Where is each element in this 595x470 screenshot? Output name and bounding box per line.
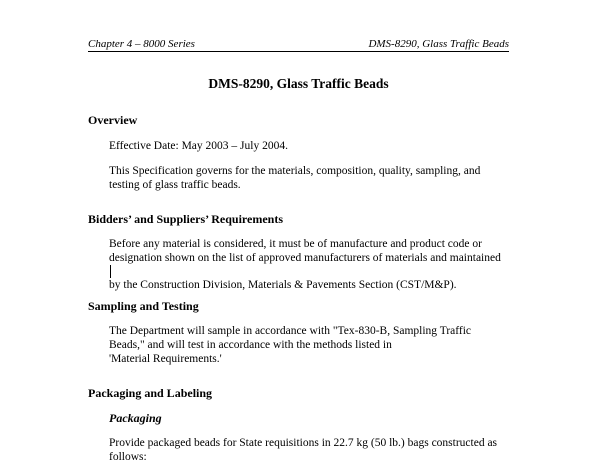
sampling-paragraph — [109, 324, 471, 366]
running-header — [88, 37, 509, 51]
document-title: DMS-8290, Glass Traffic Beads — [208, 76, 389, 91]
heading-bidders: Bidders’ and Suppliers’ Requirements — [88, 212, 284, 226]
paragraph-line: by the Construction Division, Materials & Pavements Section (CST/M&P). — [109, 279, 457, 291]
paragraph-line — [109, 251, 501, 278]
effective-date: Effective Date: May 2003 – July 2004. — [109, 140, 288, 152]
header-divider — [88, 51, 509, 52]
paragraph-line: Before any material is considered, it must be of manufacture and product code or — [109, 238, 482, 250]
subheading-packaging: Packaging — [109, 411, 162, 425]
paragraph-line: This Specification governs for the materials, composition, quality, sampling, and — [109, 165, 481, 177]
paragraph-line: The Department will sample in accordance with "Tex-830-B, Sampling Traffic — [109, 325, 472, 337]
paragraph-line-text: designation shown on the list of approved manufacturers of materials and maintained — [109, 252, 501, 264]
overview-paragraph — [109, 164, 480, 192]
paragraph-line: 'Material Requirements.' — [109, 353, 222, 365]
paragraph-line: follows: — [109, 451, 147, 463]
header-chapter: Chapter 4 – 8000 Series — [88, 38, 195, 50]
paragraph-line: Provide packaged beads for State requisitions in 22.7 kg (50 lb.) bags constructed as — [109, 437, 498, 449]
paragraph-line: testing of glass traffic beads. — [109, 179, 241, 191]
header-spec-title: DMS-8290, Glass Traffic Beads — [368, 38, 509, 50]
packaging-paragraph — [109, 436, 497, 464]
paragraph-line: Beads," and will test in accordance with the methods listed in — [109, 339, 392, 351]
heading-overview: Overview — [88, 113, 138, 127]
text-cursor — [110, 265, 111, 278]
bidders-paragraph — [109, 237, 501, 292]
heading-packaging: Packaging and Labeling — [88, 386, 213, 400]
heading-sampling: Sampling and Testing — [88, 299, 199, 313]
